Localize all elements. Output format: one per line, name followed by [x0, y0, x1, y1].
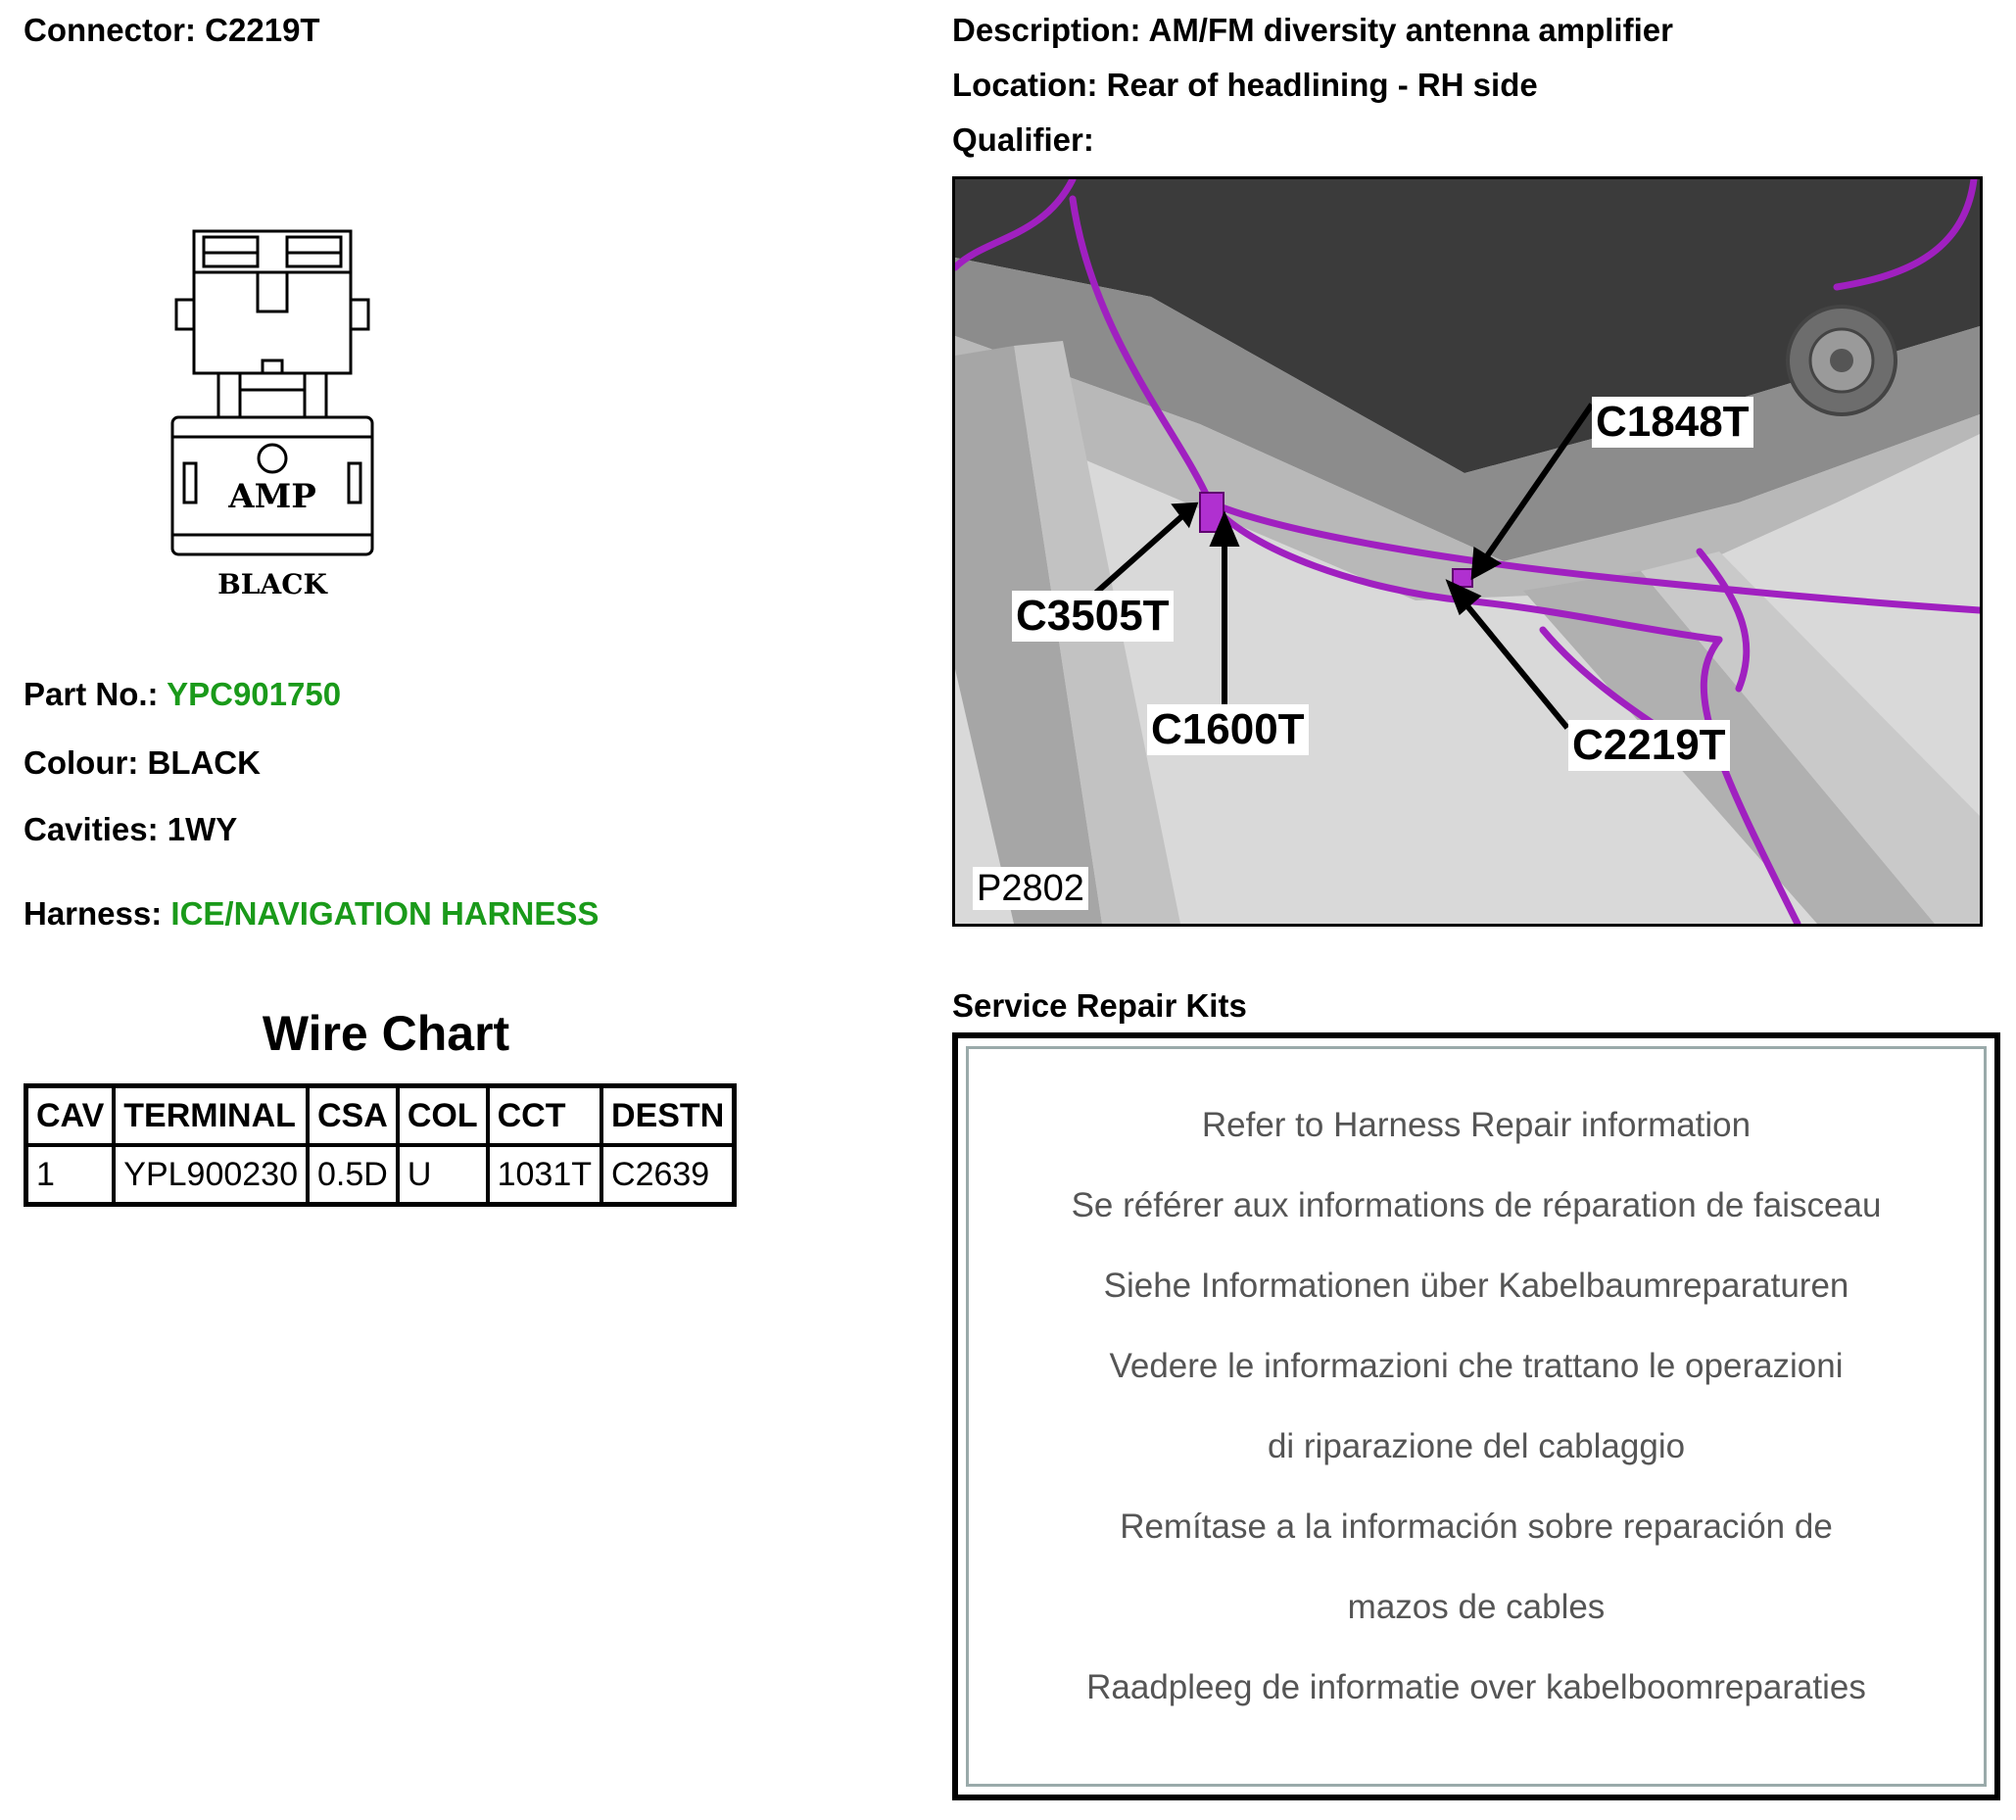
- location-picture: [952, 176, 1983, 927]
- location-row: [952, 67, 1538, 104]
- colour-row: [24, 744, 261, 782]
- picture-id: P2802: [973, 867, 1088, 910]
- cell-cct: 1031T: [488, 1145, 601, 1205]
- description-label: Description:: [952, 12, 1141, 48]
- cell-col: U: [398, 1145, 488, 1205]
- connector-drawing: [165, 223, 380, 605]
- repair-line: Refer to Harness Repair information: [1201, 1106, 1752, 1144]
- part-number-link[interactable]: YPC901750: [167, 676, 342, 712]
- location-value: Rear of headlining - RH side: [1106, 67, 1538, 103]
- col-col: COL: [398, 1086, 488, 1146]
- col-cct: CCT: [488, 1086, 601, 1146]
- repair-line: Vedere le informazioni che trattano le operazioni: [1109, 1347, 1844, 1385]
- wire-chart-title: Wire Chart: [262, 1006, 510, 1061]
- colour-caption: BLACK: [217, 568, 327, 600]
- repair-line: di riparazione del cablaggio: [1267, 1427, 1686, 1465]
- callout-c2219t: C2219T: [1568, 720, 1730, 771]
- service-repair-title: Service Repair Kits: [952, 987, 1247, 1024]
- repair-line: Remítase a la información sobre reparación de: [1120, 1508, 1833, 1546]
- service-repair-inner: [966, 1046, 1987, 1787]
- service-repair-box: [952, 1032, 2000, 1800]
- vehicle-structure-illustration: [955, 179, 1980, 924]
- colour-value: BLACK: [147, 744, 261, 781]
- cavities-value: 1WY: [167, 811, 238, 847]
- table-row: [26, 1145, 735, 1205]
- callout-c1848t: C1848T: [1592, 397, 1753, 448]
- repair-line: Raadpleeg de informatie over kabelboomreparaties: [1086, 1668, 1866, 1706]
- repair-line: Se référer aux informations de réparation de faisceau: [1071, 1186, 1882, 1224]
- harness-label: Harness:: [24, 895, 163, 932]
- col-destn: DESTN: [601, 1086, 735, 1146]
- connector-outline-icon: [165, 223, 380, 605]
- cavities-row: [24, 811, 237, 848]
- cavities-label: Cavities:: [24, 811, 159, 847]
- location-label: Location:: [952, 67, 1098, 103]
- callout-c1600t: C1600T: [1147, 704, 1309, 755]
- wire-chart-table: [24, 1083, 737, 1207]
- callout-c3505t: C3505T: [1012, 591, 1174, 642]
- col-csa: CSA: [308, 1086, 398, 1146]
- repair-line: mazos de cables: [1347, 1588, 1606, 1626]
- table-header-row: [26, 1086, 735, 1146]
- cell-csa: 0.5D: [308, 1145, 398, 1205]
- repair-line: Siehe Informationen über Kabelbaumreparaturen: [1103, 1267, 1849, 1305]
- description-row: [952, 12, 1673, 49]
- connector-label: Connector:: [24, 12, 196, 48]
- col-terminal: TERMINAL: [114, 1086, 308, 1146]
- colour-label: Colour:: [24, 744, 139, 781]
- harness-row: [24, 895, 599, 933]
- harness-link[interactable]: ICE/NAVIGATION HARNESS: [170, 895, 600, 932]
- qualifier-label: Qualifier:: [952, 121, 1094, 158]
- connector-value: C2219T: [205, 12, 320, 48]
- cell-destn: C2639: [601, 1145, 735, 1205]
- cell-cav: 1: [26, 1145, 115, 1205]
- housing-text: AMP: [228, 477, 316, 516]
- part-label: Part No.:: [24, 676, 159, 712]
- qualifier-row: [952, 121, 1094, 159]
- part-row: [24, 676, 341, 713]
- col-cav: CAV: [26, 1086, 115, 1146]
- cell-terminal: YPL900230: [114, 1145, 308, 1205]
- connector-row: [24, 12, 320, 49]
- description-value: AM/FM diversity antenna amplifier: [1148, 12, 1673, 48]
